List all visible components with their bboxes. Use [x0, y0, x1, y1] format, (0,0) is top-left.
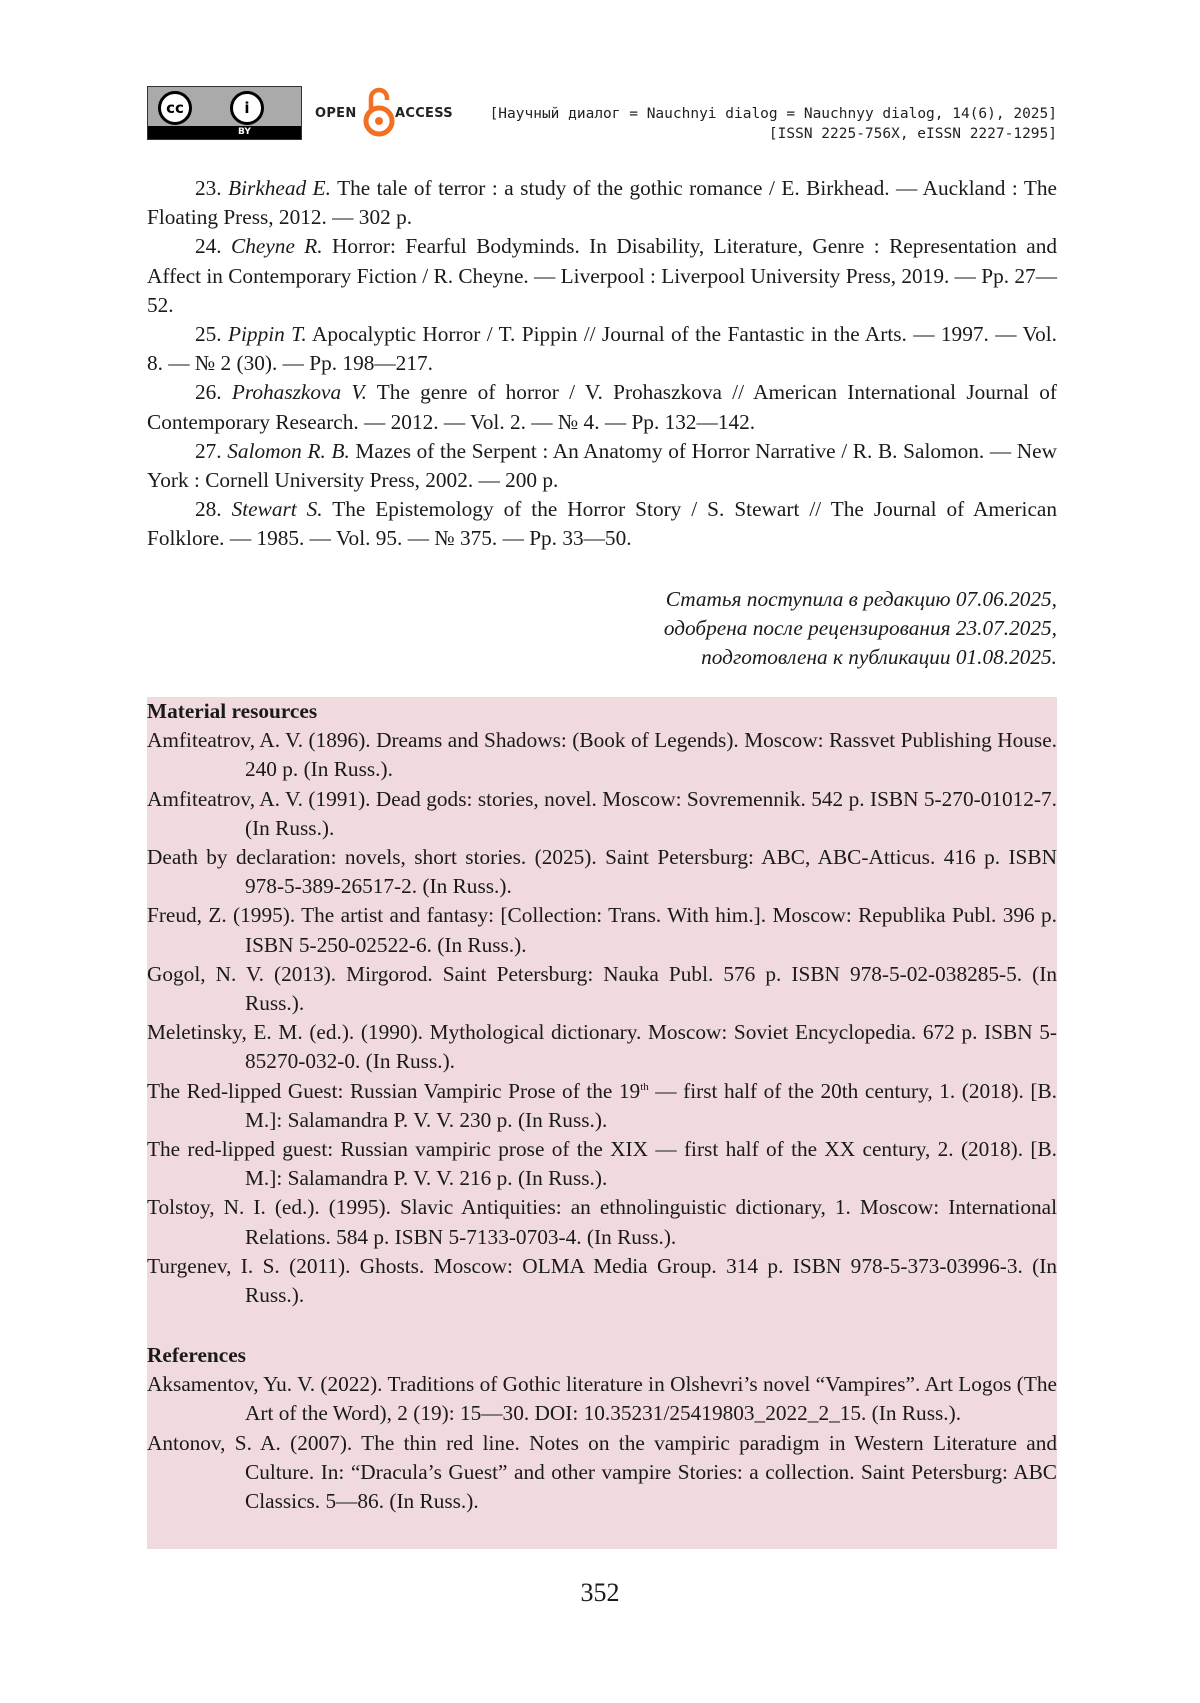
reference-text: Mazes of the Serpent : An Anatomy of Horror Narrative / R. B. Salomon. — New York : Cornell University Press, 2002. — 200 p. — [147, 438, 1057, 493]
reference-number: 25. — [195, 322, 222, 347]
open-access-word-access: ACCESS — [395, 106, 453, 121]
cc-icon: cc — [158, 91, 192, 125]
reference-author: Stewart S. — [231, 497, 323, 522]
reference-item — [147, 378, 1057, 436]
material-item: Amfiteatrov, A. V. (1896). Dreams and Shadows: (Book of Legends). Moscow: Rassvet Publishing House. 240 p. (In Russ.). — [147, 728, 1057, 782]
superscript: th — [640, 1080, 649, 1093]
reference-item — [147, 495, 1057, 553]
reference-list — [147, 174, 1057, 554]
reference-number: 24. — [195, 234, 222, 259]
material-item-text: The Red-lipped Guest: Russian Vampiric Prose of the 19 — [147, 1078, 641, 1103]
article-dates — [664, 585, 1057, 672]
references-heading: References — [147, 1343, 246, 1367]
journal-citation: [Научный диалог = Nauchnyi dialog = Nauchnyy dialog, 14(6), 2025] — [489, 106, 1057, 122]
reference-number: 28. — [195, 497, 222, 522]
reference-item — [147, 232, 1057, 320]
material-item: The red-lipped guest: Russian vampiric prose of the XIX — first half of the XX century, 2. (2018). [B. M.]: Salamandra P. V. V. 216 p. (In Russ.). — [147, 1137, 1057, 1191]
material-item: Tolstoy, N. I. (ed.). (1995). Slavic Antiquities: an ethnolinguistic dictionary, 1. Moscow: International Relations. 584 p. ISBN 5-7133-0703-4. (In Russ.). — [147, 1195, 1057, 1249]
material-item: Death by declaration: novels, short stories. (2025). Saint Petersburg: ABC, ABC-Atticus. 416 p. ISBN 978-5-389-26517-2. (In Russ.). — [147, 845, 1057, 899]
reference-author: Pippin T. — [228, 322, 307, 347]
material-item — [147, 1077, 1057, 1135]
reference-number: 26. — [195, 380, 222, 405]
reference-number: 23. — [195, 176, 222, 200]
material-item: Gogol, N. V. (2013). Mirgorod. Saint Petersburg: Nauka Publ. 576 p. ISBN 978-5-02-038285-5. (In Russ.). — [147, 961, 1057, 1016]
date-prepared: подготовлена к публикации 01.08.2025. — [701, 645, 1057, 669]
material-item: Turgenev, I. S. (2011). Ghosts. Moscow: OLMA Media Group. 314 p. ISBN 978-5-373-03996-3. (In Russ.). — [147, 1253, 1057, 1308]
cc-strip — [148, 126, 301, 139]
reference-en-item: Antonov, S. A. (2007). The thin red line. Notes on the vampiric paradigm in Western Literature and Culture. In: “Dracula’s Guest” and other vampire Stories: a collection. Saint Petersburg: ABC Classics. 5—86. (In Russ.). — [147, 1430, 1057, 1514]
reference-item — [147, 320, 1057, 378]
material-item-text: — first half of the 20th century, 1. (2018). [B. M.]: Salamandra P. V. V. 230 p. (In Russ.). — [245, 1078, 1057, 1132]
attribution-icon: i — [230, 91, 264, 125]
reference-item — [147, 174, 1057, 232]
material-item: Amfiteatrov, A. V. (1991). Dead gods: stories, novel. Moscow: Sovremennik. 542 p. ISBN 5-270-01012-7. (In Russ.). — [147, 786, 1057, 840]
journal-meta — [490, 104, 1057, 144]
journal-issn: [ISSN 2225-756X, eISSN 2227-1295] — [768, 126, 1057, 142]
date-approved: одобрена после рецензирования 23.07.2025, — [663, 616, 1057, 640]
material-resources-section — [147, 697, 1057, 1310]
reference-author: Cheyne R. — [231, 234, 323, 259]
cc-by-label: BY — [238, 127, 251, 137]
material-item: Meletinsky, E. M. (ed.). (1990). Mythological dictionary. Moscow: Soviet Encyclopedia. 672 p. ISBN 5-85270-032-0. (In Russ.). — [147, 1020, 1057, 1074]
date-received: Статья поступила в редакцию 07.06.2025, — [665, 587, 1057, 611]
reference-item — [147, 437, 1057, 495]
page-number: 352 — [580, 1578, 620, 1607]
material-item: Freud, Z. (1995). The artist and fantasy: [Collection: Trans. With him.]. Moscow: Republika Publ. 396 p. ISBN 5-250-02522-6. (In Russ.). — [147, 903, 1057, 957]
open-access-word-open: OPEN — [315, 106, 357, 121]
open-access-lock-icon — [362, 86, 396, 138]
reference-text: The genre of horror / V. Prohaszkova // American International Journal of Contemporary Research. — 2012. — Vol. 2. — № 4. — Pp. 132—142. — [147, 380, 1057, 434]
page-header — [147, 86, 1057, 142]
reference-text: Horror: Fearful Bodyminds. In Disability, Literature, Genre : Representation and Affect in Contemporary Fiction / R. Cheyne. — Liverpool : Liverpool University Press, 2019. — Pp. 27—52. — [147, 234, 1057, 317]
reference-en-item: Aksamentov, Yu. V. (2022). Traditions of Gothic literature in Olshevri’s novel “Vampires”. Art Logos (The Art of the Word), 2 (19): 15—30. DOI: 10.35231/25419803_2022_2_15. (In Russ.). — [147, 1372, 1057, 1426]
reference-text: The Epistemology of the Horror Story / S. Stewart // The Journal of American Folklore. — 1985. — Vol. 95. — № 375. — Pp. 33—50. — [147, 497, 1058, 551]
reference-author: Salomon R. B. — [227, 438, 350, 463]
material-resources-heading: Material resources — [147, 699, 318, 723]
cc-by-license-badge — [147, 86, 302, 140]
reference-author: Prohaszkova V. — [231, 380, 367, 405]
reference-text: Apocalyptic Horror / T. Pippin // Journal of the Fantastic in the Arts. — 1997. — Vol. 8. — № 2 (30). — Pp. 198—217. — [147, 322, 1057, 376]
reference-text: The tale of terror : a study of the gothic romance / E. Birkhead. — Auckland : The Floating Press, 2012. — 302 p. — [147, 176, 1057, 230]
references-section — [147, 1341, 1057, 1516]
reference-author: Birkhead E. — [228, 176, 331, 200]
reference-number: 27. — [195, 438, 222, 463]
